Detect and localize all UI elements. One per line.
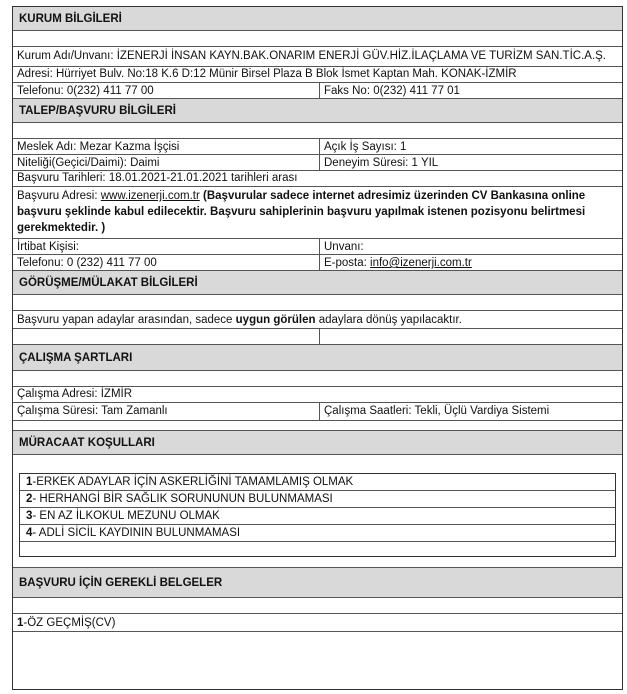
talep-row-2 (13, 155, 622, 171)
blank-row (13, 31, 622, 47)
calisma-header: ÇALIŞMA ŞARTLARI (19, 351, 133, 364)
kurum-phone: Telefonu: 0(232) 411 77 00 (13, 83, 320, 98)
blank-row (13, 421, 622, 431)
calisma-suresi: Çalışma Süresi: Tam Zamanlı (13, 403, 320, 420)
blank-row (13, 295, 622, 311)
talep-telefon: Telefonu: 0 (232) 411 77 00 (13, 255, 320, 270)
basvuru-adresi-label: Başvuru Adresi: (17, 190, 98, 202)
condition-text: - ADLİ SİCİL KAYDININ BULUNMAMASI (32, 527, 241, 539)
kurum-contact-row (13, 83, 622, 99)
condition-text: -ERKEK ADAYLAR İÇİN ASKERLİĞİNİ TAMAMLAMIŞ OLMAK (32, 476, 354, 488)
calisma-row (13, 403, 622, 421)
section-header-calisma (13, 345, 622, 371)
section-header-belgeler (13, 568, 622, 598)
condition-text: - EN AZ İLKOKUL MEZUNU OLMAK (32, 510, 220, 522)
condition-item (20, 491, 615, 508)
kurum-address: Adresi: Hürriyet Bulv. No:18 K.6 D:12 Münir Birsel Plaza B Blok İsmet Kaptan Mah. KONAK-İZMİR (13, 67, 622, 83)
condition-text: - HERHANGİ BİR SAĞLIK SORUNUNUN BULUNMAMASI (32, 493, 333, 505)
email-link[interactable]: info@izenerji.com.tr (370, 257, 472, 269)
gorusme-header: GÖRÜŞME/MÜLAKAT BİLGİLERİ (19, 276, 198, 289)
unvani: Unvanı: (324, 241, 364, 253)
condition-item (20, 508, 615, 525)
blank-cell (320, 329, 622, 344)
condition-item-blank (20, 542, 615, 556)
acik-is-sayisi: Açık İş Sayısı: 1 (324, 141, 407, 153)
belge-number: 1 (17, 617, 24, 629)
blank-row (13, 123, 622, 139)
blank-row (13, 632, 622, 648)
basvuru-adresi-note: (Başvurular sadece internet adresimiz üzerinden CV Bankasına online başvuru şeklinde kabul edilecektir. Başvuru sahiplerinin başvuru yapılmak istenen pozisyonu belirtmesi gerekmektedir. ) (17, 190, 586, 234)
irtibat-row (13, 239, 622, 255)
blank-row (13, 371, 622, 387)
belge-text: -ÖZ GEÇMİŞ(CV) (23, 617, 116, 629)
talep-row-1 (13, 139, 622, 155)
deneyim-suresi: Deneyim Süresi: 1 YIL (324, 157, 439, 169)
gorusme-text-pre: Başvuru yapan adaylar arasından, sadece (17, 314, 233, 326)
document-sheet (12, 6, 623, 690)
condition-item (20, 474, 615, 491)
condition-number: 4 (26, 527, 33, 539)
section-header-muracaat (13, 431, 622, 455)
gorusme-text (13, 311, 622, 329)
kurum-name-value: İZENERJİ İNSAN KAYN.BAK.ONARIM ENERJİ GÜV.HİZ.İLAÇLAMA VE TURİZM SAN.TİC.A.Ş. (116, 50, 607, 62)
meslek-adi: Meslek Adı: Mezar Kazma İşçisi (13, 139, 320, 154)
eposta-cell (320, 255, 622, 270)
conditions-box (19, 473, 616, 557)
belgeler-header: BAŞVURU İÇİN GEREKLİ BELGELER (19, 576, 223, 589)
kurum-name-row (13, 47, 622, 67)
section-header-talep (13, 99, 622, 123)
belge-item (13, 614, 622, 632)
basvuru-adresi-row (13, 187, 622, 239)
blank-row (13, 598, 622, 614)
blank-cell (13, 329, 320, 344)
eposta-label: E-posta: (324, 257, 367, 269)
kurum-name-label: Kurum Adı/Unvanı: (17, 50, 114, 62)
calisma-saatleri: Çalışma Saatleri: Tekli, Üçlü Vardiya Sistemi (324, 405, 550, 417)
condition-number: 1 (26, 476, 33, 488)
muracaat-header: MÜRACAAT KOŞULLARI (19, 436, 155, 449)
calisma-adresi: Çalışma Adresi: İZMİR (13, 387, 622, 403)
talep-header: TALEP/BAŞVURU BİLGİLERİ (19, 104, 176, 117)
kurum-fax: Faks No: 0(232) 411 77 01 (324, 85, 460, 97)
blank-split-row (13, 329, 622, 345)
gorusme-text-bold: uygun görülen (235, 314, 316, 326)
muracaat-conditions (13, 455, 622, 568)
niteligi: Niteliği(Geçici/Daimi): Daimi (13, 155, 320, 170)
basvuru-tarihleri: Başvuru Tarihleri: 18.01.2021-21.01.2021 tarihleri arası (13, 171, 622, 187)
condition-number: 3 (26, 510, 33, 522)
section-header-kurum (13, 7, 622, 31)
gorusme-text-post: adaylara dönüş yapılacaktır. (318, 314, 462, 326)
section-header-gorusme (13, 271, 622, 295)
condition-number: 2 (26, 493, 33, 505)
kurum-header: KURUM BİLGİLERİ (19, 12, 122, 25)
website-link[interactable]: www.izenerji.com.tr (100, 190, 200, 202)
condition-item (20, 525, 615, 542)
irtibat-kisisi: İrtibat Kişisi: (13, 239, 320, 254)
telefon-eposta-row (13, 255, 622, 271)
